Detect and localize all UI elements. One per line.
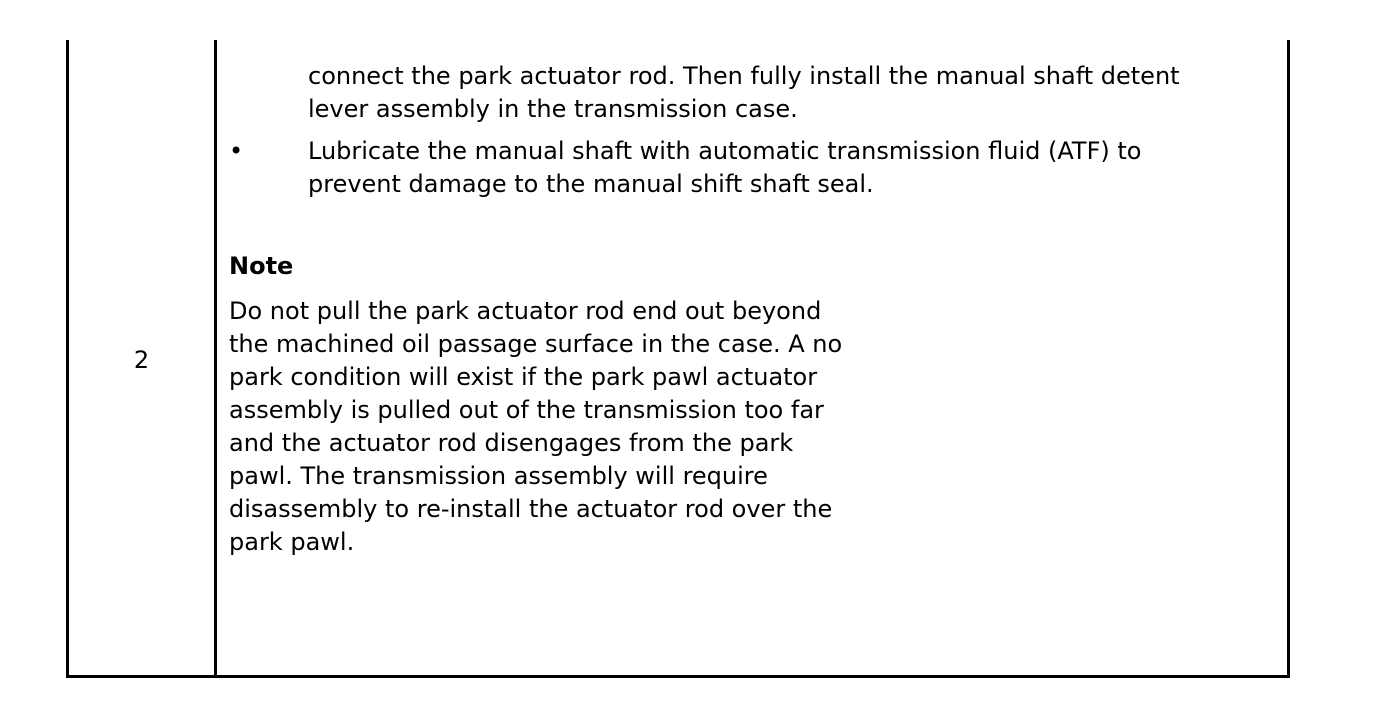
continued-instruction: connect the park actuator rod. Then fully install the manual shaft detent lever assembly in the transmission case. (308, 62, 1180, 123)
step-number: 2 (133, 346, 150, 374)
bullet-item (229, 135, 1229, 201)
step-content (229, 60, 1229, 559)
note-body: Do not pull the park actuator rod end out beyond the machined oil passage surface in the case. A no park condition will exist if the park pawl actuator assembly is pulled out of the transmission too far and the actuator rod disengages from the park pawl. The transmission assembly will require disassembly to re-install the actuator rod over the park pawl. (229, 297, 843, 556)
column-divider (214, 40, 217, 675)
bullet-text: Lubricate the manual shaft with automatic transmission fluid (ATF) to prevent damage to the manual shift shaft seal. (308, 137, 1142, 198)
bullet-icon: • (229, 137, 244, 165)
note-title: Note (229, 252, 294, 280)
